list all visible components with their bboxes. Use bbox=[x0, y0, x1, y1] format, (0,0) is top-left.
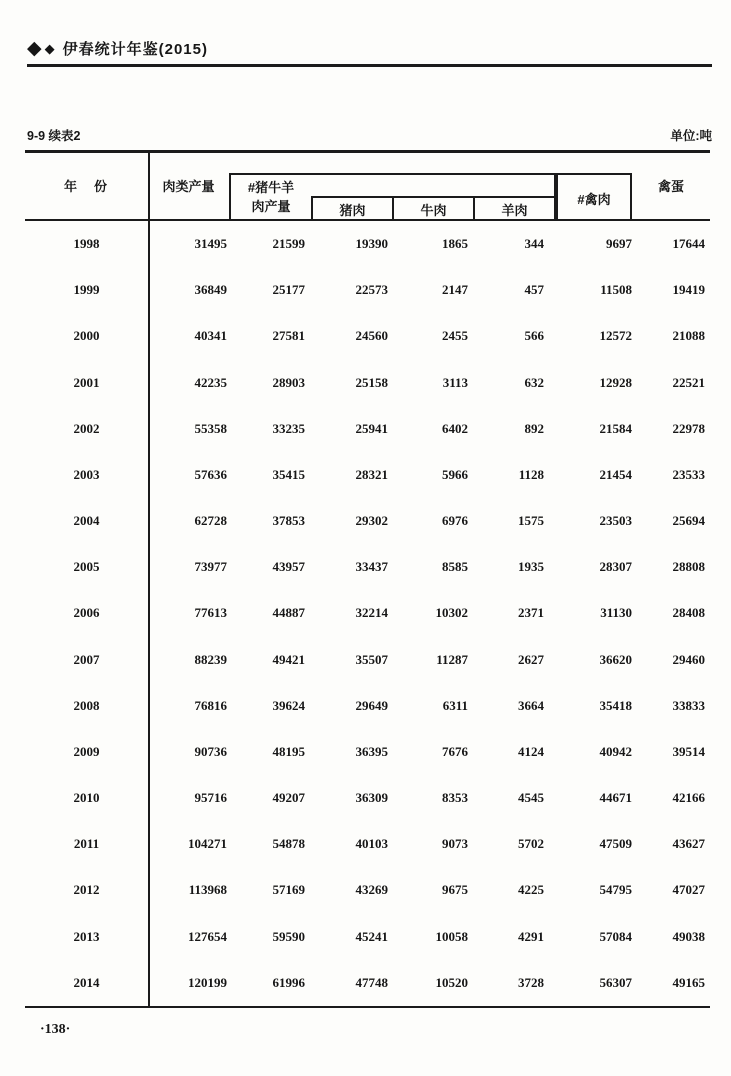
cell-value: 40341 bbox=[194, 328, 227, 344]
table-row bbox=[25, 313, 710, 359]
table-row bbox=[25, 960, 710, 1006]
cell-value: 28307 bbox=[599, 559, 632, 575]
cell-value: 9697 bbox=[606, 236, 632, 252]
cell-value: 40942 bbox=[599, 743, 632, 759]
cell-value: 19390 bbox=[355, 236, 388, 252]
cell-value: 17644 bbox=[672, 236, 705, 252]
header-meat-total: 肉类产量 bbox=[162, 179, 215, 194]
table-row bbox=[25, 821, 710, 867]
cell-value: 10302 bbox=[435, 605, 468, 621]
cell-value: 8585 bbox=[442, 559, 468, 575]
cell-value: 28903 bbox=[272, 374, 305, 390]
cell-value: 21599 bbox=[272, 236, 305, 252]
table-row bbox=[25, 683, 710, 729]
cell-value: 45241 bbox=[355, 928, 388, 944]
cell-value: 76816 bbox=[194, 697, 227, 713]
cell-value: 25694 bbox=[672, 513, 705, 529]
table-row bbox=[25, 267, 710, 313]
cell-value: 36849 bbox=[194, 282, 227, 298]
cell-value: 28321 bbox=[355, 466, 388, 482]
cell-value: 3113 bbox=[442, 374, 468, 390]
cell-value: 10058 bbox=[435, 928, 468, 944]
cell-year: 2000 bbox=[73, 328, 100, 344]
stat-table bbox=[25, 150, 710, 1008]
table-row bbox=[25, 498, 710, 544]
cell-value: 36309 bbox=[355, 790, 388, 806]
cell-value: 88239 bbox=[194, 651, 227, 667]
cell-value: 49207 bbox=[272, 790, 305, 806]
cell-value: 1128 bbox=[518, 466, 544, 482]
cell-year: 2008 bbox=[73, 697, 100, 713]
cell-value: 29302 bbox=[355, 513, 388, 529]
cell-value: 21584 bbox=[599, 420, 632, 436]
cell-value: 39514 bbox=[672, 743, 705, 759]
cell-value: 31130 bbox=[600, 605, 632, 621]
cell-value: 42235 bbox=[194, 374, 227, 390]
cell-value: 43269 bbox=[355, 882, 388, 898]
cell-value: 54878 bbox=[272, 836, 305, 852]
cell-value: 24560 bbox=[355, 328, 388, 344]
cell-value: 23503 bbox=[599, 513, 632, 529]
cell-value: 37853 bbox=[272, 513, 305, 529]
cell-year: 1998 bbox=[73, 236, 100, 252]
cell-value: 12928 bbox=[599, 374, 632, 390]
header-group-pig-cattle-sheep bbox=[229, 173, 556, 221]
table-meta bbox=[27, 126, 712, 144]
document-header bbox=[27, 38, 712, 67]
cell-value: 104271 bbox=[188, 836, 227, 852]
cell-value: 55358 bbox=[194, 420, 227, 436]
cell-value: 57084 bbox=[599, 928, 632, 944]
cell-year: 1999 bbox=[73, 282, 100, 298]
cell-value: 43957 bbox=[272, 559, 305, 575]
table-row bbox=[25, 452, 710, 498]
cell-value: 47509 bbox=[599, 836, 632, 852]
cell-value: 9675 bbox=[442, 882, 468, 898]
cell-value: 127654 bbox=[188, 928, 227, 944]
cell-value: 32214 bbox=[355, 605, 388, 621]
cell-year: 2005 bbox=[73, 559, 100, 575]
cell-year: 2007 bbox=[73, 651, 100, 667]
cell-value: 44671 bbox=[599, 790, 632, 806]
table-row bbox=[25, 729, 710, 775]
cell-value: 49038 bbox=[672, 928, 705, 944]
cell-value: 21088 bbox=[672, 328, 705, 344]
cell-value: 33833 bbox=[672, 697, 705, 713]
cell-value: 35418 bbox=[599, 697, 632, 713]
cell-value: 5966 bbox=[442, 466, 468, 482]
cell-value: 77613 bbox=[194, 605, 227, 621]
cell-value: 35507 bbox=[355, 651, 388, 667]
cell-value: 2371 bbox=[518, 605, 544, 621]
cell-value: 57636 bbox=[194, 466, 227, 482]
cell-value: 632 bbox=[524, 374, 544, 390]
cell-value: 19419 bbox=[672, 282, 705, 298]
cell-value: 22573 bbox=[355, 282, 388, 298]
cell-year: 2006 bbox=[73, 605, 100, 621]
cell-year: 2001 bbox=[73, 374, 100, 390]
cell-value: 6311 bbox=[442, 697, 468, 713]
cell-value: 49421 bbox=[272, 651, 305, 667]
cell-value: 47027 bbox=[672, 882, 705, 898]
cell-value: 22978 bbox=[672, 420, 705, 436]
cell-value: 47748 bbox=[355, 974, 388, 990]
cell-value: 10520 bbox=[435, 974, 468, 990]
cell-value: 5702 bbox=[518, 836, 544, 852]
cell-year: 2004 bbox=[73, 513, 100, 529]
table-row bbox=[25, 775, 710, 821]
cell-value: 44887 bbox=[272, 605, 305, 621]
cell-year: 2010 bbox=[73, 790, 100, 806]
cell-value: 2147 bbox=[442, 282, 468, 298]
cell-value: 36395 bbox=[355, 743, 388, 759]
cell-value: 11287 bbox=[436, 651, 468, 667]
table-row bbox=[25, 544, 710, 590]
cell-value: 1575 bbox=[518, 513, 544, 529]
table-header bbox=[25, 153, 710, 221]
header-subrow bbox=[311, 196, 554, 221]
page-title: 伊春统计年鉴(2015) bbox=[62, 41, 208, 58]
cell-value: 25177 bbox=[272, 282, 305, 298]
cell-value: 3664 bbox=[518, 697, 544, 713]
cell-value: 33235 bbox=[272, 420, 305, 436]
cell-value: 29649 bbox=[355, 697, 388, 713]
cell-value: 28408 bbox=[672, 605, 705, 621]
header-poultry-meat: #禽肉 bbox=[556, 173, 632, 221]
cell-value: 9073 bbox=[442, 836, 468, 852]
cell-value: 12572 bbox=[599, 328, 632, 344]
cell-value: 4291 bbox=[518, 928, 544, 944]
cell-value: 54795 bbox=[599, 882, 632, 898]
cell-value: 62728 bbox=[194, 513, 227, 529]
cell-value: 3728 bbox=[518, 974, 544, 990]
cell-value: 35415 bbox=[272, 466, 305, 482]
cell-value: 61996 bbox=[272, 974, 305, 990]
cell-value: 120199 bbox=[188, 974, 227, 990]
cell-value: 21454 bbox=[599, 466, 632, 482]
cell-value: 113968 bbox=[188, 882, 227, 898]
cell-value: 39624 bbox=[272, 697, 305, 713]
cell-value: 90736 bbox=[194, 743, 227, 759]
cell-value: 31495 bbox=[194, 236, 227, 252]
cell-value: 73977 bbox=[194, 559, 227, 575]
cell-value: 892 bbox=[524, 420, 544, 436]
unit-label: 单位:吨 bbox=[670, 129, 712, 143]
cell-value: 1935 bbox=[518, 559, 544, 575]
cell-year: 2009 bbox=[73, 743, 100, 759]
header-mutton: 羊肉 bbox=[473, 198, 554, 221]
cell-value: 56307 bbox=[599, 974, 632, 990]
header-beef: 牛肉 bbox=[392, 198, 473, 221]
cell-value: 36620 bbox=[599, 651, 632, 667]
header-year: 年 份 bbox=[63, 179, 109, 194]
cell-value: 6402 bbox=[442, 420, 468, 436]
cell-value: 23533 bbox=[672, 466, 705, 482]
cell-year: 2014 bbox=[73, 974, 100, 990]
cell-value: 8353 bbox=[442, 790, 468, 806]
cell-value: 2455 bbox=[442, 328, 468, 344]
table-row bbox=[25, 867, 710, 913]
table-row bbox=[25, 914, 710, 960]
cell-value: 4545 bbox=[518, 790, 544, 806]
cell-value: 42166 bbox=[672, 790, 705, 806]
cell-value: 57169 bbox=[272, 882, 305, 898]
header-eggs: 禽蛋 bbox=[657, 179, 684, 194]
cell-value: 7676 bbox=[442, 743, 468, 759]
table-row bbox=[25, 590, 710, 636]
diamond-icon: ◆ bbox=[27, 38, 42, 59]
cell-value: 40103 bbox=[355, 836, 388, 852]
cell-year: 2011 bbox=[73, 836, 100, 852]
cell-value: 25941 bbox=[355, 420, 388, 436]
cell-value: 27581 bbox=[272, 328, 305, 344]
diamond-icon: ◆ bbox=[44, 41, 55, 56]
cell-value: 11508 bbox=[600, 282, 632, 298]
table-row bbox=[25, 637, 710, 683]
table-row bbox=[25, 406, 710, 452]
cell-value: 457 bbox=[524, 282, 544, 298]
cell-value: 566 bbox=[524, 328, 544, 344]
cell-value: 6976 bbox=[442, 513, 468, 529]
header-pork: 猪肉 bbox=[339, 203, 366, 218]
cell-value: 48195 bbox=[272, 743, 305, 759]
table-row bbox=[25, 360, 710, 406]
cell-value: 4225 bbox=[518, 882, 544, 898]
table-row bbox=[25, 221, 710, 267]
page-number: ·138· bbox=[40, 1022, 71, 1037]
cell-value: 95716 bbox=[194, 790, 227, 806]
cell-value: 344 bbox=[524, 236, 544, 252]
cell-year: 2002 bbox=[73, 420, 100, 436]
header-pig-cattle-sheep-line1: #猪牛羊 bbox=[247, 180, 295, 196]
cell-value: 59590 bbox=[272, 928, 305, 944]
cell-value: 29460 bbox=[672, 651, 705, 667]
cell-value: 1865 bbox=[442, 236, 468, 252]
cell-value: 28808 bbox=[672, 559, 705, 575]
cell-year: 2003 bbox=[73, 466, 100, 482]
header-pig-cattle-sheep bbox=[231, 175, 311, 221]
cell-value: 2627 bbox=[518, 651, 544, 667]
table-label: 9-9 续表2 bbox=[27, 129, 81, 143]
cell-value: 43627 bbox=[672, 836, 705, 852]
cell-value: 25158 bbox=[355, 374, 388, 390]
cell-value: 49165 bbox=[672, 974, 705, 990]
header-pig-cattle-sheep-line2: 肉产量 bbox=[251, 199, 291, 214]
cell-year: 2013 bbox=[73, 928, 100, 944]
table-body bbox=[25, 221, 710, 1006]
cell-year: 2012 bbox=[73, 882, 100, 898]
cell-value: 4124 bbox=[518, 743, 544, 759]
cell-value: 33437 bbox=[355, 559, 388, 575]
cell-value: 22521 bbox=[672, 374, 705, 390]
